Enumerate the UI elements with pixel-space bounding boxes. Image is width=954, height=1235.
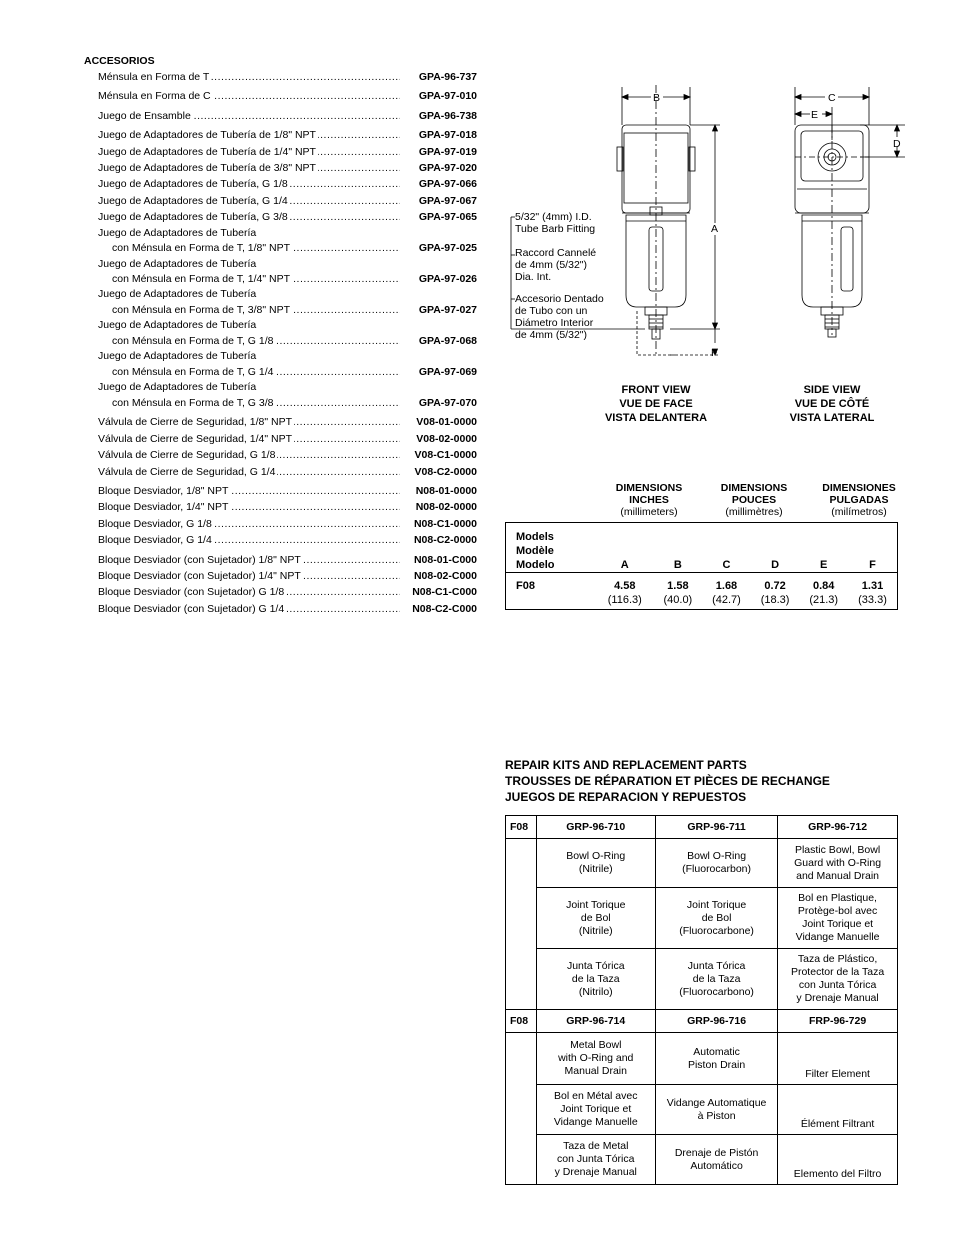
accessory-label: Ménsula en Forma de T ..... xyxy=(98,69,400,85)
accessory-item xyxy=(84,69,480,85)
accessory-code: GPA-97-020 xyxy=(418,161,477,174)
kit-description: Élément Filtrant xyxy=(778,1085,898,1135)
accessory-item xyxy=(84,176,480,192)
filter-drawings xyxy=(505,85,915,425)
accessory-item xyxy=(84,240,480,256)
accessory-item xyxy=(84,364,480,380)
accessory-item xyxy=(84,431,480,447)
accessory-code: GPA-97-068 xyxy=(418,335,477,348)
accessory-code: GPA-97-067 xyxy=(418,194,477,207)
col-b: B xyxy=(654,523,703,573)
accessory-item xyxy=(84,483,480,499)
accessories-title: ACCESORIOS xyxy=(84,55,155,67)
accessory-item xyxy=(84,127,480,143)
kit-description: Junta Tórica de la Taza (Nitrilo) xyxy=(536,949,656,1010)
kit-description: Elemento del Filtro xyxy=(778,1135,898,1185)
kit-description: Bowl O-Ring (Nitrile) xyxy=(536,839,656,888)
accessory-label: Válvula de Cierre de Seguridad, G 1/8 ..... xyxy=(98,447,400,463)
kit-model: F08 xyxy=(506,816,537,839)
accessory-label: Bloque Desviador (con Sujetador) G 1/4 ..... xyxy=(98,601,400,617)
dim-cell-d: 0.72 (18.3) xyxy=(760,580,790,606)
accessory-item xyxy=(84,601,480,617)
accessory-item xyxy=(84,108,480,124)
dim-cell-c: 1.68 (42.7) xyxy=(712,580,741,606)
model-header: Models Modèle Modelo xyxy=(506,523,597,573)
accessory-code: N08-C1-0000 xyxy=(413,517,477,530)
accessory-code: N08-C1-C000 xyxy=(412,586,477,599)
dim-label-b: B xyxy=(653,92,661,104)
kit-description: Taza de Plástico, Protector de la Taza con Junta Tórica y Drenaje Manual xyxy=(778,949,898,1010)
dim-cell-b: 1.58 (40.0) xyxy=(663,580,693,606)
accessory-code: V08-C2-0000 xyxy=(414,465,477,478)
accessory-code: N08-01-C000 xyxy=(413,553,477,566)
accessory-item xyxy=(84,380,480,395)
accessory-label: Válvula de Cierre de Seguridad, 1/8" NPT ..... xyxy=(98,414,400,430)
kit-description: Vidange Automatique à Piston xyxy=(656,1085,778,1135)
col-f: F xyxy=(848,523,898,573)
kit-code: GRP-96-712 xyxy=(778,816,898,839)
accessory-code: GPA-97-018 xyxy=(418,129,477,142)
accessory-label: Juego de Adaptadores de Tubería de 1/4" NPT ..... xyxy=(98,144,400,160)
accessory-item xyxy=(84,302,480,318)
kit-description: Joint Torique de Bol (Fluorocarbone) xyxy=(656,888,778,949)
accessory-item xyxy=(84,257,480,272)
dim-cell-a: 4.58 (116.3) xyxy=(607,580,642,606)
kit-description: Metal Bowl with O-Ring and Manual Drain xyxy=(536,1033,656,1085)
accessory-code: GPA-97-066 xyxy=(418,178,477,191)
kit-description-row xyxy=(506,1085,898,1135)
accessory-code: GPA-97-027 xyxy=(418,304,477,317)
dimensions-header xyxy=(505,482,898,522)
kit-header-row xyxy=(506,1010,898,1033)
kit-model-blank xyxy=(506,839,537,888)
accessory-item xyxy=(84,271,480,287)
kit-code: GRP-96-714 xyxy=(536,1010,656,1033)
accessory-label: Bloque Desviador, G 1/4 ..... xyxy=(98,532,400,548)
accessory-label: Juego de Adaptadores de Tubería xyxy=(98,319,257,332)
kit-model-blank xyxy=(506,1085,537,1135)
accessory-label: Juego de Adaptadores de Tubería, G 3/8 ..... xyxy=(98,209,400,225)
accessory-code: N08-02-C000 xyxy=(413,569,477,582)
col-c: C xyxy=(702,523,751,573)
accessory-item xyxy=(84,516,480,532)
kit-model-blank xyxy=(506,1135,537,1185)
accessory-label: Juego de Ensamble ..... xyxy=(98,108,400,124)
dimensions-section xyxy=(505,482,898,610)
dim-label-d: D xyxy=(893,138,901,150)
callout-spanish: Accesorio Dentado de Tubo con un Diámetro Interior de 4mm (5/32") xyxy=(515,293,604,341)
kit-model: F08 xyxy=(506,1010,537,1033)
accessory-item xyxy=(84,414,480,430)
accessory-code: GPA-97-019 xyxy=(418,145,477,158)
accessory-label: Válvula de Cierre de Seguridad, G 1/4 ..... xyxy=(98,464,400,480)
accessory-code: GPA-97-070 xyxy=(418,397,477,410)
accessory-label: Bloque Desviador, G 1/8 ..... xyxy=(98,516,400,532)
accessory-item xyxy=(84,287,480,302)
kit-code: GRP-96-710 xyxy=(536,816,656,839)
accessory-item xyxy=(84,464,480,480)
accessory-item xyxy=(84,584,480,600)
accessory-label: Juego de Adaptadores de Tubería xyxy=(98,381,257,394)
model-cell: F08 xyxy=(516,580,535,592)
accessory-item xyxy=(84,160,480,176)
kit-description: Filter Element xyxy=(778,1033,898,1085)
accessory-item xyxy=(84,349,480,364)
accessory-item xyxy=(84,499,480,515)
dim-label-a: A xyxy=(711,223,719,235)
accessory-label: con Ménsula en Forma de T, G 3/8 ..... xyxy=(112,395,400,411)
accessory-label: Juego de Adaptadores de Tubería de 3/8" NPT ..... xyxy=(98,160,400,176)
accessory-label: con Ménsula en Forma de T, 3/8" NPT ..... xyxy=(112,302,400,318)
accessory-code: GPA-97-069 xyxy=(418,366,477,379)
col-d: D xyxy=(751,523,800,573)
callout-french: Raccord Cannelé de 4mm (5/32") Dia. Int. xyxy=(515,247,597,283)
accessories-list xyxy=(84,53,480,617)
kit-model-blank xyxy=(506,888,537,949)
kit-description: Plastic Bowl, Bowl Guard with O-Ring and Manual Drain xyxy=(778,839,898,888)
kit-description: Bowl O-Ring (Fluorocarbon) xyxy=(656,839,778,888)
accessory-label: Juego de Adaptadores de Tubería xyxy=(98,350,257,363)
kit-description-row xyxy=(506,888,898,949)
kit-description: Bol en Plastique, Protège-bol avec Joint Torique et Vidange Manuelle xyxy=(778,888,898,949)
accessory-label: Bloque Desviador, 1/4" NPT ..... xyxy=(98,499,400,515)
accessory-code: V08-02-0000 xyxy=(416,432,477,445)
accessory-label: con Ménsula en Forma de T, 1/4" NPT ..... xyxy=(112,271,400,287)
accessory-label: Bloque Desviador (con Sujetador) G 1/8 ..... xyxy=(98,584,400,600)
kit-code: GRP-96-716 xyxy=(656,1010,778,1033)
kit-description: Taza de Metal con Junta Tórica y Drenaje Manual xyxy=(536,1135,656,1185)
table-row xyxy=(506,573,898,610)
kit-description: Junta Tórica de la Taza (Fluorocarbono) xyxy=(656,949,778,1010)
accessory-code: GPA-97-025 xyxy=(418,242,477,255)
accessory-item xyxy=(84,395,480,411)
kit-description-row xyxy=(506,1033,898,1085)
accessory-label: con Ménsula en Forma de T, 1/8" NPT ..... xyxy=(112,240,400,256)
accessory-item xyxy=(84,333,480,349)
accessory-code: GPA-97-010 xyxy=(418,90,477,103)
accessory-item xyxy=(84,193,480,209)
accessory-code: GPA-97-026 xyxy=(418,273,477,286)
accessory-code: N08-C2-0000 xyxy=(413,534,477,547)
dim-cell-f: 1.31 (33.3) xyxy=(858,580,887,606)
kit-header-row xyxy=(506,816,898,839)
col-e: E xyxy=(799,523,848,573)
accessory-item xyxy=(84,447,480,463)
accessory-label: Juego de Adaptadores de Tubería, G 1/8 ..... xyxy=(98,176,400,192)
accessory-label: Bloque Desviador (con Sujetador) 1/4" NPT ..... xyxy=(98,568,400,584)
accessory-label: Bloque Desviador, 1/8" NPT ..... xyxy=(98,483,400,499)
accessory-label: con Ménsula en Forma de T, G 1/4 ..... xyxy=(112,364,400,380)
kit-description-row xyxy=(506,949,898,1010)
accessory-item xyxy=(84,88,480,104)
front-view-caption: FRONT VIEW VUE DE FACE VISTA DELANTERA xyxy=(604,384,708,424)
dim-label-f: F xyxy=(711,347,718,359)
accessory-label: con Ménsula en Forma de T, G 1/8 ..... xyxy=(112,333,400,349)
accessory-label: Juego de Adaptadores de Tubería xyxy=(98,288,257,301)
dim-label-c: C xyxy=(828,92,836,104)
kit-model-blank xyxy=(506,1033,537,1085)
accessory-code: GPA-97-065 xyxy=(418,211,477,224)
accessory-item xyxy=(84,568,480,584)
accessory-label: Válvula de Cierre de Seguridad, 1/4" NPT ..... xyxy=(98,431,400,447)
accessory-code: GPA-96-737 xyxy=(418,71,477,83)
accessory-item xyxy=(84,226,480,241)
accessory-label: Juego de Adaptadores de Tubería xyxy=(98,226,257,239)
kit-model-blank xyxy=(506,949,537,1010)
accessory-code: N08-C2-C000 xyxy=(412,602,477,615)
kit-code: GRP-96-711 xyxy=(656,816,778,839)
kit-description: Joint Torique de Bol (Nitrile) xyxy=(536,888,656,949)
kit-code: FRP-96-729 xyxy=(778,1010,898,1033)
kit-description: Drenaje de Pistón Automático xyxy=(656,1135,778,1185)
accessory-code: N08-02-0000 xyxy=(415,501,477,514)
kit-description: Bol en Métal avec Joint Torique et Vidange Manuelle xyxy=(536,1085,656,1135)
accessory-item xyxy=(84,144,480,160)
accessory-item xyxy=(84,552,480,568)
repair-kits-title: REPAIR KITS AND REPLACEMENT PARTS TROUSSES DE RÉPARATION ET PIÈCES DE RECHANGE JUEGOS DE REPARACION Y REPUESTOS xyxy=(505,758,830,804)
accessory-code: V08-01-0000 xyxy=(416,416,477,429)
accessory-code: GPA-96-738 xyxy=(418,109,477,122)
accessory-code: N08-01-0000 xyxy=(415,484,477,497)
dimensions-table xyxy=(505,522,898,610)
accessory-label: Juego de Adaptadores de Tubería de 1/8" NPT ..... xyxy=(98,127,400,143)
kit-description-row xyxy=(506,1135,898,1185)
accessory-code: V08-C1-0000 xyxy=(414,449,477,462)
dim-group-pulgadas: DIMENSIONES PULGADAS (milímetros) xyxy=(822,482,896,518)
dim-group-pouces: DIMENSIONS POUCES (millimètres) xyxy=(720,482,788,518)
accessory-label: Juego de Adaptadores de Tubería xyxy=(98,257,257,270)
col-a: A xyxy=(596,523,654,573)
kit-description-row xyxy=(506,839,898,888)
repair-kits-table xyxy=(505,815,898,1185)
dim-label-e: E xyxy=(811,109,819,121)
accessory-item xyxy=(84,318,480,333)
dim-cell-e: 0.84 (21.3) xyxy=(809,580,839,606)
accessory-label: Ménsula en Forma de C ..... xyxy=(98,88,400,104)
side-view-caption: SIDE VIEW VUE DE CÔTÉ VISTA LATERAL xyxy=(789,384,875,424)
accessory-item xyxy=(84,209,480,225)
callout-english: 5/32" (4mm) I.D. Tube Barb Fitting xyxy=(515,211,596,235)
dim-group-inches: DIMENSIONS INCHES (millimeters) xyxy=(615,482,683,518)
accessory-label: Juego de Adaptadores de Tubería, G 1/4 ..... xyxy=(98,193,400,209)
kit-description: Automatic Piston Drain xyxy=(656,1033,778,1085)
accessory-label: Bloque Desviador (con Sujetador) 1/8" NPT ..... xyxy=(98,552,400,568)
accessory-item xyxy=(84,532,480,548)
